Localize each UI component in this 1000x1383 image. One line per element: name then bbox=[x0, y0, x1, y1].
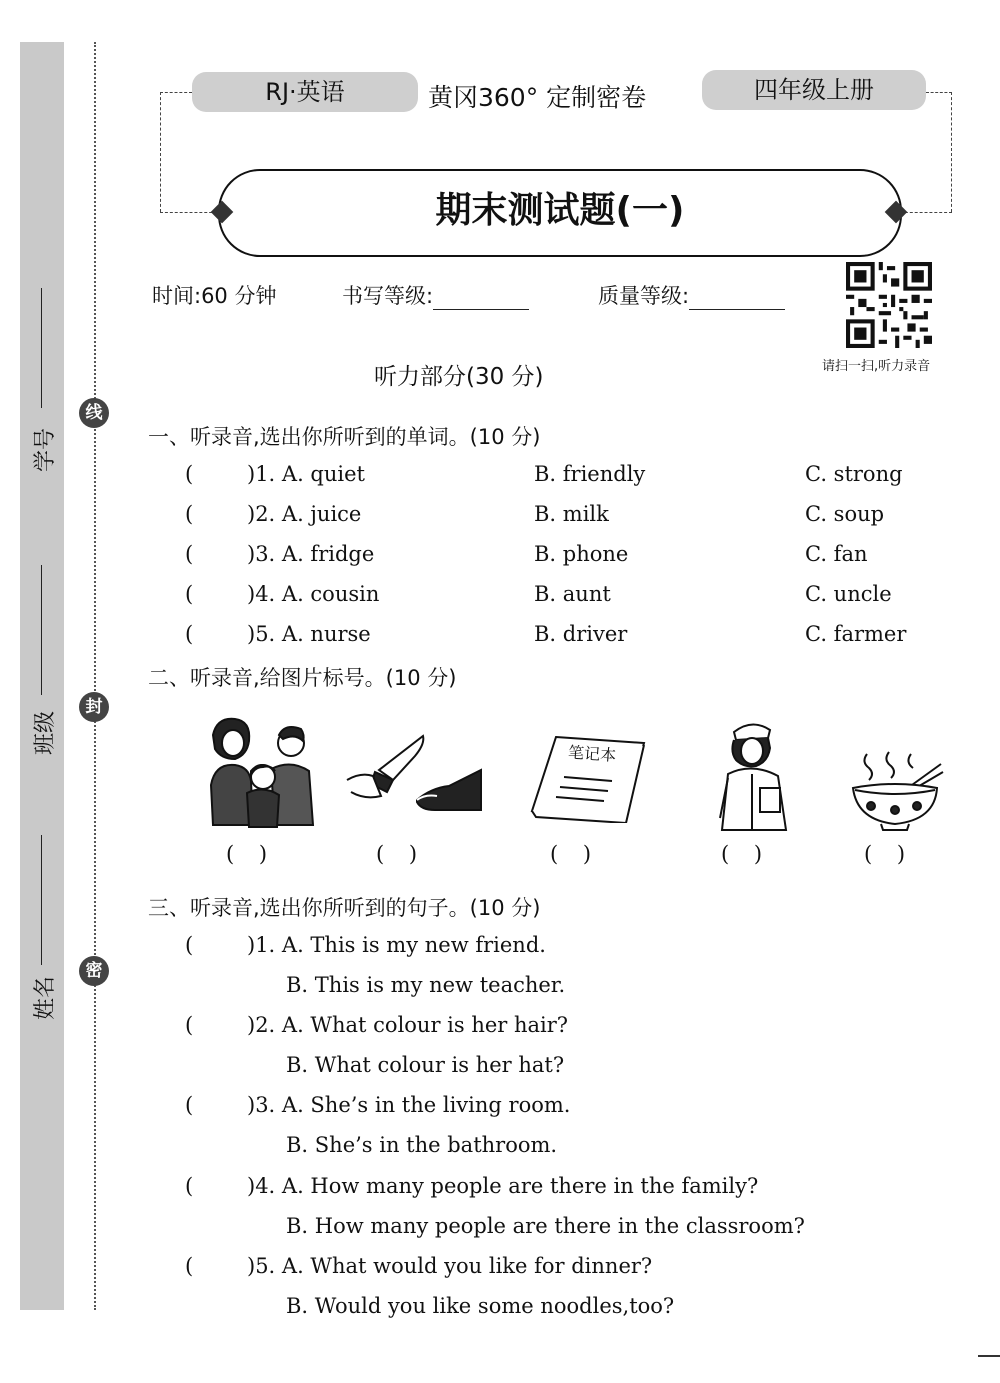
answer-paren-open[interactable]: ( bbox=[185, 582, 194, 606]
subject-pill: RJ·英语 bbox=[192, 72, 418, 112]
item-option-a: )5. A. nurse bbox=[247, 622, 371, 646]
qr-code-icon[interactable] bbox=[846, 262, 932, 348]
item-option-c: C. uncle bbox=[805, 582, 892, 606]
answer-paren-open[interactable]: ( bbox=[185, 1093, 194, 1117]
writing-grade-label: 书写等级: bbox=[342, 284, 434, 308]
part-title: 听力部分(30 分) bbox=[374, 364, 544, 390]
answer-paren-open[interactable]: ( bbox=[185, 1013, 194, 1037]
answer-paren-open[interactable]: ( bbox=[185, 542, 194, 566]
item-option-b: B. friendly bbox=[534, 462, 646, 486]
item-option-c: C. soup bbox=[805, 502, 885, 526]
class-field[interactable] bbox=[41, 565, 42, 695]
item-option-c: C. strong bbox=[805, 462, 903, 486]
notebook-label: 笔记本 bbox=[567, 742, 617, 765]
section3-title: 三、听录音,选出你所听到的句子。(10 分) bbox=[148, 896, 541, 920]
frame-dash bbox=[900, 212, 952, 213]
sentence-option-a: )3. A. She’s in the living room. bbox=[247, 1093, 571, 1117]
frame-dash bbox=[160, 92, 161, 212]
sentence-option-a: )1. A. This is my new friend. bbox=[247, 933, 546, 957]
seal-feng: 封 bbox=[79, 692, 109, 722]
frame-dash bbox=[951, 92, 952, 212]
quality-grade bbox=[598, 280, 785, 310]
answer-paren-open[interactable]: ( bbox=[185, 1174, 194, 1198]
noodles-icon bbox=[845, 750, 945, 832]
sentence-option-a: )4. A. How many people are there in the family? bbox=[247, 1174, 759, 1198]
answer-paren-open[interactable]: ( bbox=[185, 1254, 194, 1278]
seal-xian: 线 bbox=[79, 398, 109, 428]
picture-answer-4[interactable]: ( ) bbox=[721, 842, 763, 866]
item-option-c: C. fan bbox=[805, 542, 868, 566]
qr-caption: 请扫一扫,听力录音 bbox=[822, 359, 931, 374]
frame-dash bbox=[926, 92, 952, 93]
student-id-field[interactable] bbox=[41, 288, 42, 408]
notebook-icon bbox=[528, 733, 648, 823]
item-option-b: B. aunt bbox=[534, 582, 611, 606]
sentence-option-b: B. This is my new teacher. bbox=[286, 973, 566, 997]
answer-paren-open[interactable]: ( bbox=[185, 502, 194, 526]
sentence-option-a: )5. A. What would you like for dinner? bbox=[247, 1254, 653, 1278]
knife-icon bbox=[345, 730, 483, 812]
name-field[interactable] bbox=[41, 835, 42, 965]
time-info: 时间:60 分钟 bbox=[152, 284, 277, 308]
student-id-label: 学号 bbox=[33, 427, 58, 472]
item-option-b: B. milk bbox=[534, 502, 609, 526]
exam-title: 期末测试题(一) bbox=[435, 190, 685, 231]
answer-paren-open[interactable]: ( bbox=[185, 622, 194, 646]
writing-grade-blank[interactable] bbox=[433, 287, 529, 310]
picture-answer-3[interactable]: ( ) bbox=[550, 842, 592, 866]
item-option-b: B. driver bbox=[534, 622, 628, 646]
sentence-option-b: B. What colour is her hat? bbox=[286, 1053, 565, 1077]
binding-cut-line bbox=[94, 42, 96, 1310]
family-icon bbox=[205, 715, 317, 833]
class-label: 班级 bbox=[33, 710, 58, 755]
sentence-option-b: B. Would you like some noodles,too? bbox=[286, 1294, 675, 1318]
picture-answer-2[interactable]: ( ) bbox=[376, 842, 418, 866]
item-option-b: B. phone bbox=[534, 542, 629, 566]
quality-grade-label: 质量等级: bbox=[598, 284, 690, 308]
page-corner-mark bbox=[978, 1355, 1000, 1357]
section1-title: 一、听录音,选出你所听到的单词。(10 分) bbox=[148, 425, 541, 449]
answer-paren-open[interactable]: ( bbox=[185, 462, 194, 486]
brand-title: 黄冈360° 定制密卷 bbox=[428, 83, 647, 112]
sentence-option-a: )2. A. What colour is her hair? bbox=[247, 1013, 569, 1037]
grade-pill: 四年级上册 bbox=[702, 70, 926, 110]
item-option-a: )3. A. fridge bbox=[247, 542, 375, 566]
picture-answer-1[interactable]: ( ) bbox=[226, 842, 268, 866]
item-option-a: )1. A. quiet bbox=[247, 462, 365, 486]
writing-grade bbox=[342, 280, 529, 310]
sentence-option-b: B. How many people are there in the classroom? bbox=[286, 1214, 805, 1238]
binding-strip bbox=[20, 42, 64, 1310]
nurse-icon bbox=[712, 718, 798, 833]
picture-answer-5[interactable]: ( ) bbox=[864, 842, 906, 866]
item-option-c: C. farmer bbox=[805, 622, 907, 646]
seal-mi: 密 bbox=[79, 956, 109, 986]
sentence-option-b: B. She’s in the bathroom. bbox=[286, 1133, 558, 1157]
section2-title: 二、听录音,给图片标号。(10 分) bbox=[148, 666, 457, 690]
frame-dash bbox=[160, 92, 192, 93]
quality-grade-blank[interactable] bbox=[689, 287, 785, 310]
item-option-a: )2. A. juice bbox=[247, 502, 362, 526]
item-option-a: )4. A. cousin bbox=[247, 582, 380, 606]
answer-paren-open[interactable]: ( bbox=[185, 933, 194, 957]
name-label: 姓名 bbox=[33, 975, 58, 1020]
